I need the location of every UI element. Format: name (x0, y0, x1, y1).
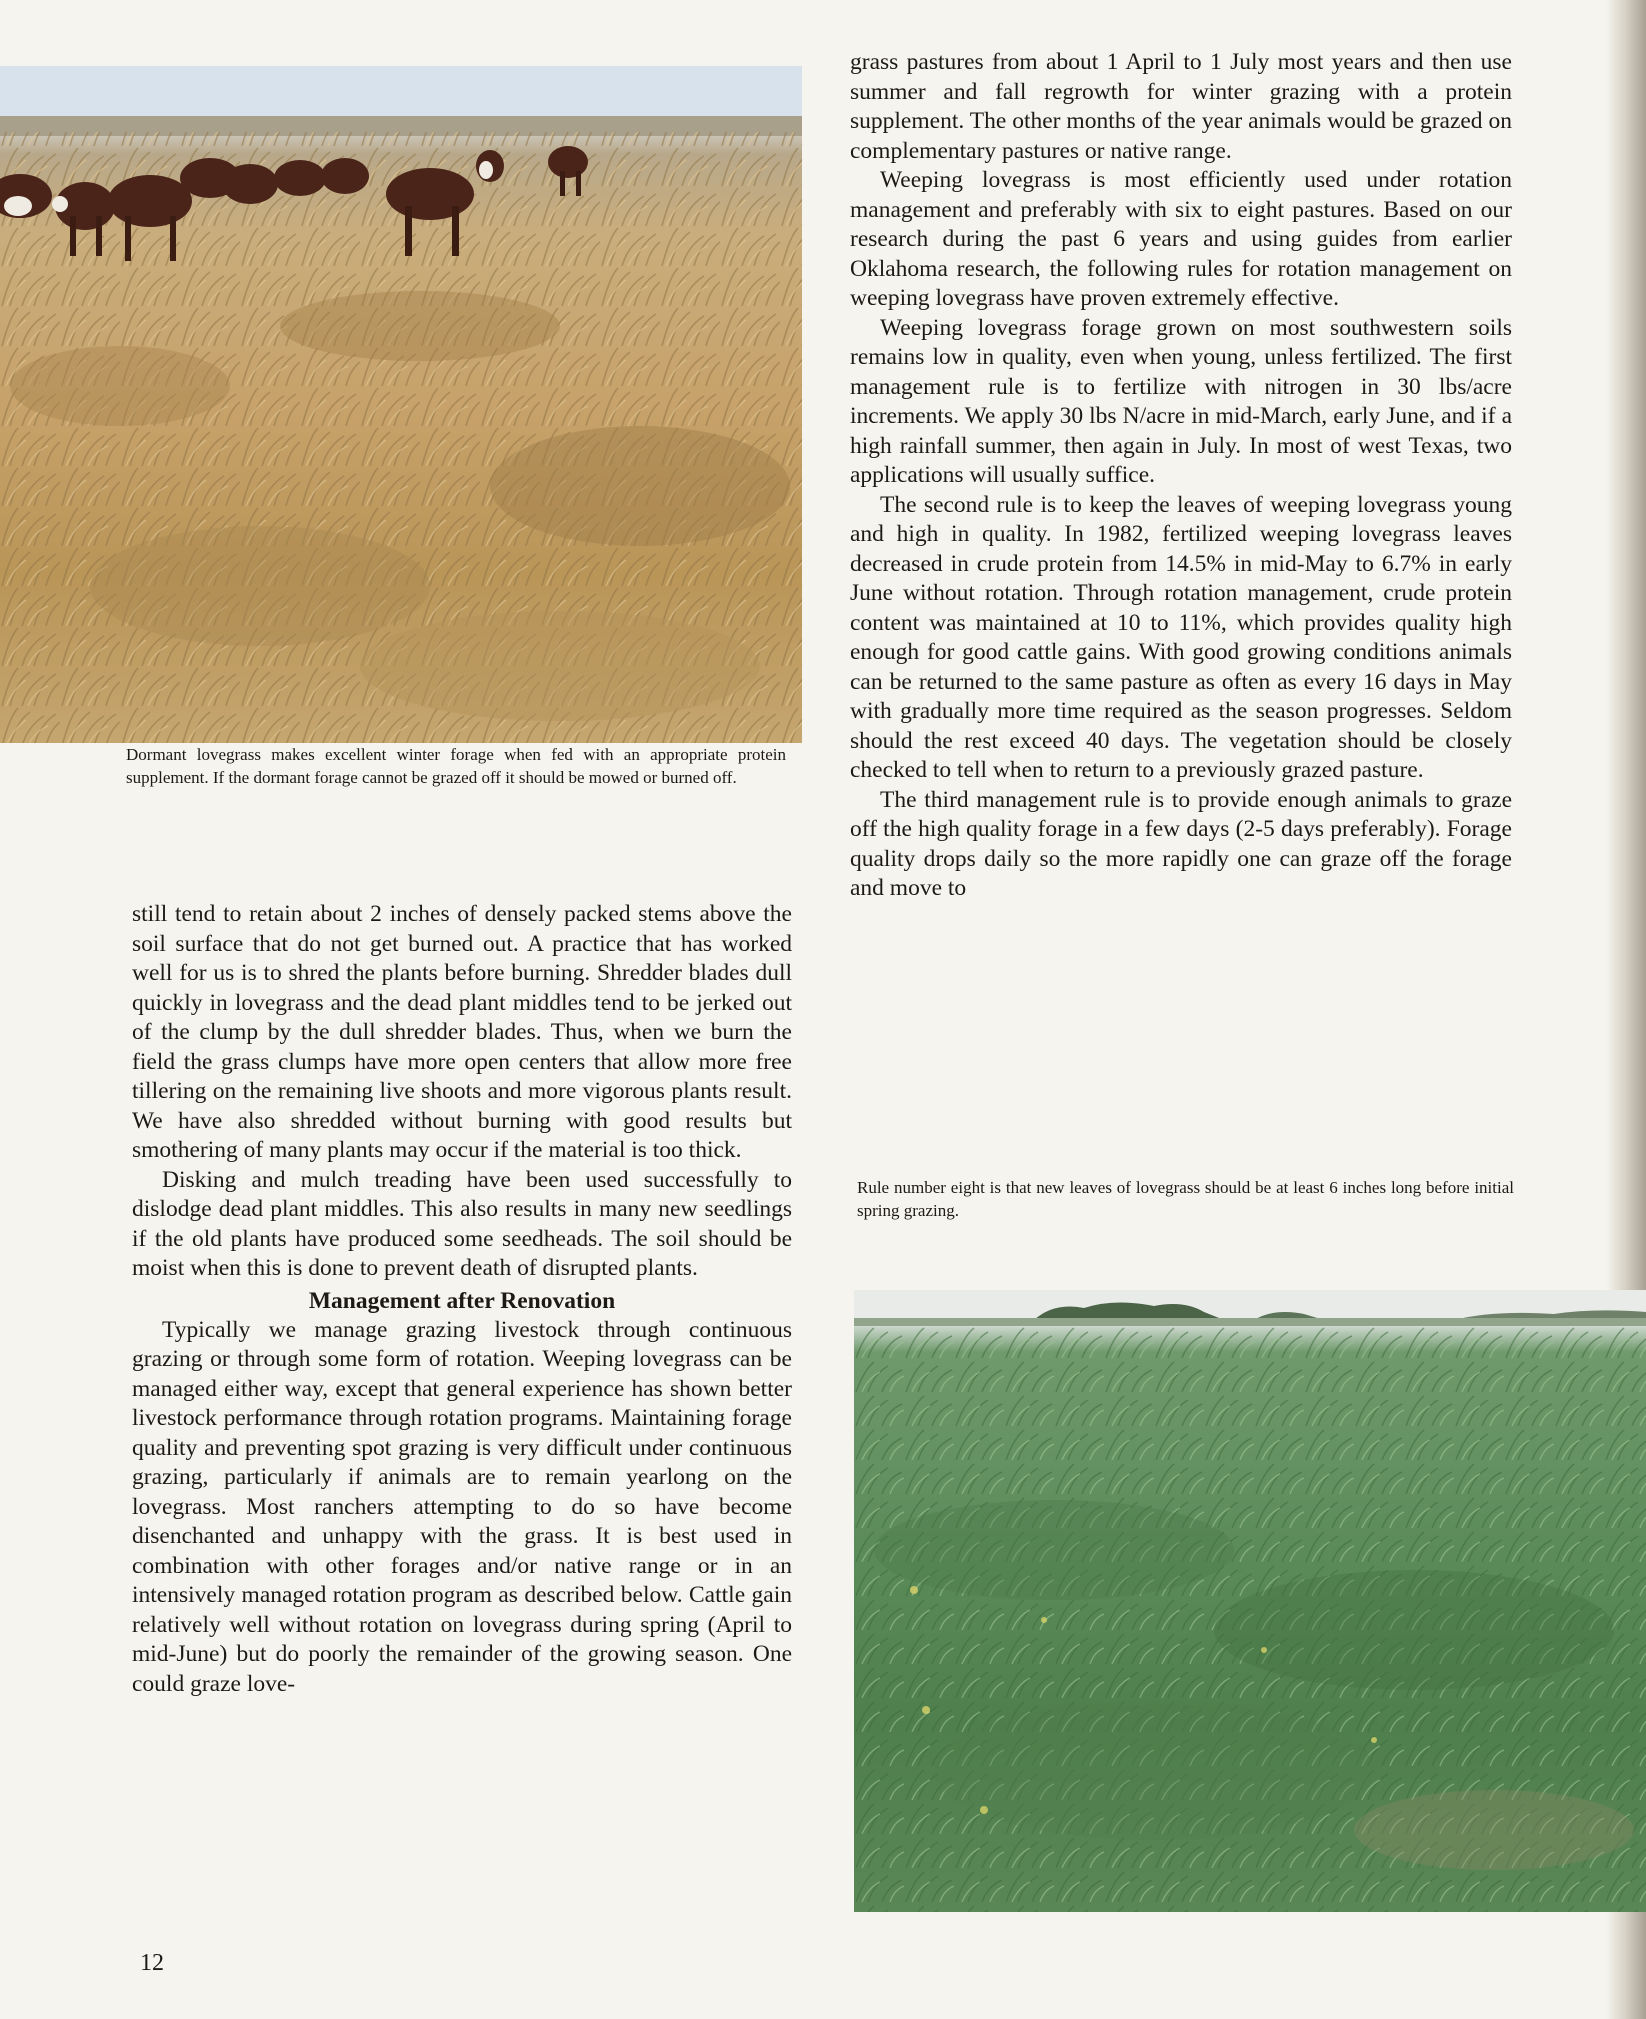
section-heading: Management after Renovation (308, 1287, 616, 1314)
page-number: 12 (140, 1950, 164, 1976)
paragraph: grass pastures from about 1 April to 1 July most years and then use summer and fall regrowth for winter grazing with a protein supplement. The other months of the year animals would be grazed on complementary pastures or native range. (850, 49, 1512, 164)
cattle-grazing-photo (0, 66, 802, 743)
photo-caption-spring-grazing: Rule number eight is that new leaves of lovegrass should be at least 6 inches long before initial spring grazing. (857, 1178, 1514, 1220)
right-text-column (850, 48, 1512, 904)
photo-caption-dormant-lovegrass: Dormant lovegrass makes excellent winter forage when fed with an appropriate protein supplement. If the dormant forage cannot be grazed off it should be mowed or burned off. (126, 745, 786, 787)
paragraph: Disking and mulch treading have been used successfully to dislodge dead plant middles. This also results in many new seedlings if the old plants have produced some seedheads. The soil should be moist when this is done to prevent death of disrupted plants. (132, 1166, 792, 1281)
paragraph: The third management rule is to provide enough animals to graze off the high quality forage in a few days (2-5 days preferably). Forage quality drops daily so the more rapidly one can graze off the forage and move to (850, 786, 1512, 901)
paragraph: Typically we manage grazing livestock through continuous grazing or through some form of rotation. Weeping lovegrass can be managed either way, except that general experience has shown better livestock performance through rotation programs. Maintaining forage quality and preventing spot grazing is very difficult under continuous grazing, particularly if animals are to remain yearlong on the lovegrass. Most ranchers attempting to do so have become disenchanted and unhappy with the grass. It is best used in combination with other forages and/or native range or in an intensively managed rotation program as described below. Cattle gain relatively well without rotation on lovegrass during spring (April to mid-June) but do poorly the remainder of the growing season. One could graze love- (132, 1316, 792, 1697)
paragraph: Weeping lovegrass is most efficiently used under rotation management and preferably with six to eight pastures. Based on our research during the past 6 years and using guides from earlier Oklahoma research, the following rules for rotation management on weeping lovegrass have proven extremely effective. (850, 167, 1512, 311)
left-text-column (132, 900, 792, 1699)
green-pasture-photo (854, 1290, 1646, 1912)
paragraph: still tend to retain about 2 inches of densely packed stems above the soil surface that do not get burned out. A practice that has worked well for us is to shred the plants before burning. Shredder blades dull quickly in lovegrass and the dead plant middles tend to be jerked out of the clump by the dull shredder blades. Thus, when we burn the field the grass clumps have more open centers that allow more free tillering on the remaining live shoots and more vigorous plants result. We have also shredded without burning with good results but smothering of many plants may occur if the material is too thick. (132, 901, 792, 1163)
paragraph: Weeping lovegrass forage grown on most southwestern soils remains low in quality, even when young, unless fertilized. The first management rule is to fertilize with nitrogen in 30 lbs/acre increments. We apply 30 lbs N/acre in mid-March, early June, and if a high rainfall summer, then again in July. In most of west Texas, two applications will usually suffice. (850, 314, 1512, 488)
paragraph: The second rule is to keep the leaves of weeping lovegrass young and high in quality. In 1982, fertilized weeping lovegrass leaves decreased in crude protein from 14.5% in mid-May to 6.7% in early June without rotation. Through rotation management, crude protein content was maintained at 10 to 11%, which provides quality high enough for good cattle gains. With good growing conditions animals can be returned to the same pasture as often as every 16 days in May with gradually more time required as the season progresses. Seldom should the rest exceed 40 days. The vegetation should be closely checked to tell when to return to a previously grazed pasture. (850, 491, 1512, 783)
